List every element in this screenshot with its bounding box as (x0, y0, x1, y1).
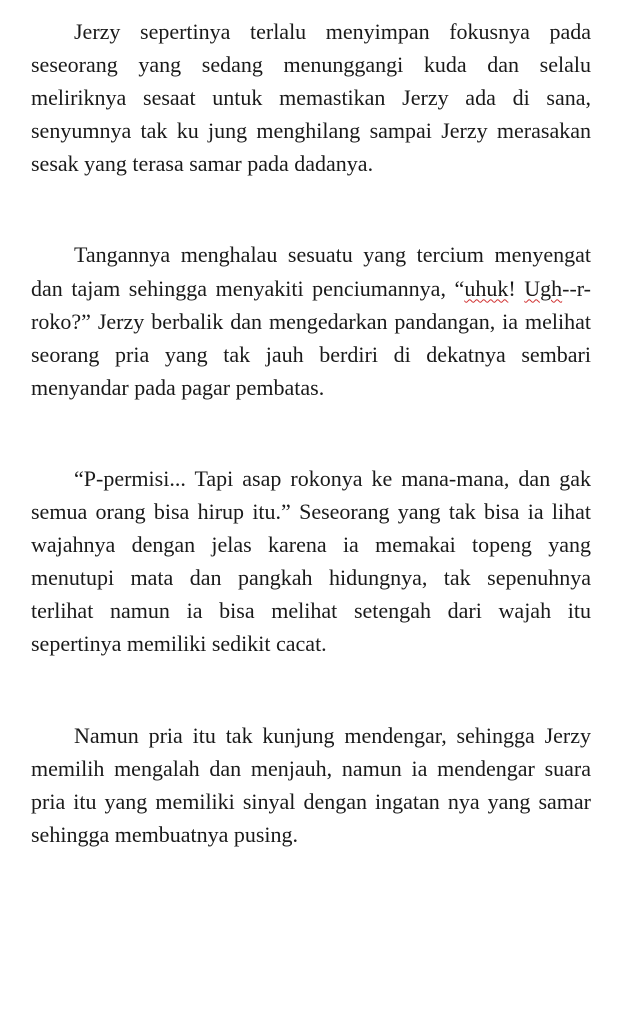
paragraph-2 (31, 238, 591, 403)
spellcheck-flagged-word[interactable]: Ugh (524, 275, 563, 301)
paragraph-1: Jerzy sepertinya terlalu menyimpan fokusnya pada seseorang yang sedang menunggangi kuda dan selalu meliriknya sesaat untuk memastikan Jerzy ada di sana, senyumnya tak ku jung menghilang sampai Jerzy merasakan sesak yang terasa samar pada dadanya. (31, 19, 591, 177)
paragraph-2-text-mid: ! (508, 275, 525, 301)
paragraph-3: “P-permisi... Tapi asap rokonya ke mana-mana, dan gak semua orang bisa hirup itu.” Seseorang yang tak bisa ia lihat wajahnya dengan jelas karena ia memakai topeng yang menutupi mata dan pangkah hidungnya, tak sepenuhnya terlihat namun ia bisa melihat setengah dari wajah itu sepertinya memiliki sedikit cacat. (31, 465, 591, 657)
paragraph-2-text-start: Tangannya menghalau sesuatu yang tercium menyengat dan tajam sehingga menyakiti penciumannya, “ (31, 242, 591, 301)
paragraph-4: Namun pria itu tak kunjung mendengar, sehingga Jerzy memilih mengalah dan menjauh, namun ia mendengar suara pria itu yang memiliki sinyal dengan ingatan nya yang samar sehingga membuatnya pusing. (31, 722, 591, 847)
paragraph-2-text-end: --r-roko?” Jerzy berbalik dan mengedarkan pandangan, ia melihat seorang pria yang tak jauh berdiri di dekatnya sembari menyandar pada pagar pembatas. (31, 275, 591, 400)
spellcheck-flagged-word[interactable]: uhuk (464, 275, 509, 301)
document-page (31, 15, 591, 851)
